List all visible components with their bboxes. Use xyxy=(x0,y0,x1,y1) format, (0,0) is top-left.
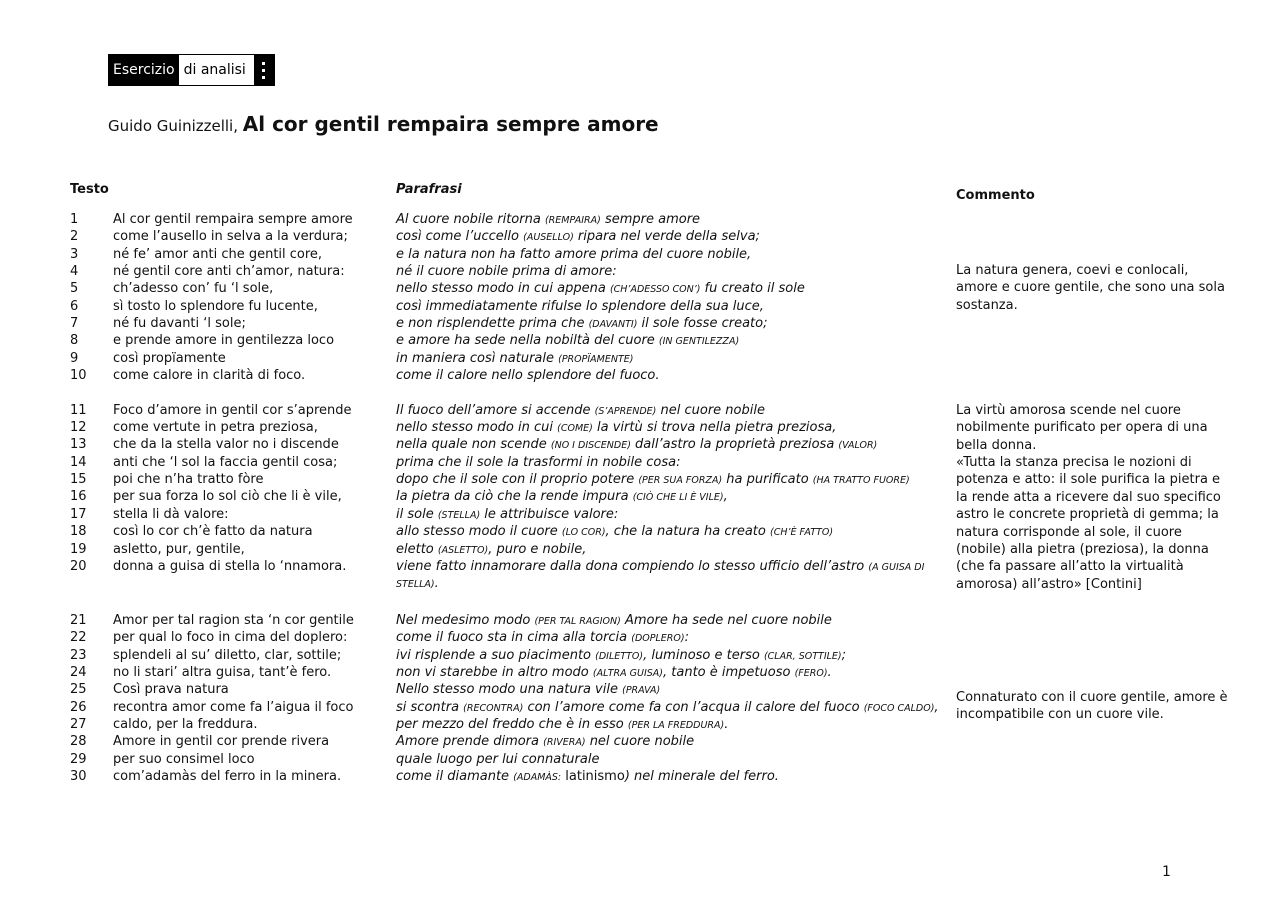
comment-block: «Tutta la stanza precisa le nozioni di potenza e atto: il sole purifica la pietra e la rende atta a ricevere dal suo specifico astro le concrete proprietà di gemma; la natura corrisponde al sole, il cuore (nobile) alla pietra (preziosa), la donna (che fa passare all’atto la virtualità amorosa) all’astro» [Contini] xyxy=(956,455,1221,592)
gloss-term: (DILETTO) xyxy=(595,651,644,662)
verse-number: 18 xyxy=(70,524,87,539)
gloss-term: (REMPAIRA) xyxy=(544,215,601,226)
parafrasi-text: , xyxy=(934,700,939,715)
gloss-term: (STELLA) xyxy=(437,510,481,521)
parafrasi-text: Al cuore nobile ritorna xyxy=(396,212,545,227)
parafrasi-line xyxy=(396,506,618,523)
parafrasi-line xyxy=(396,315,767,332)
gloss-term: (ALTRA GUISA) xyxy=(592,668,664,679)
verse-number: 28 xyxy=(70,734,87,749)
gloss-term: (RECONTRA) xyxy=(463,703,524,714)
parafrasi-text: né il cuore nobile prima di amore: xyxy=(396,264,617,279)
parafrasi-line xyxy=(396,699,939,716)
parafrasi-line xyxy=(396,768,779,785)
parafrasi-text: come il fuoco sta in cima alla torcia xyxy=(396,630,632,645)
page-title xyxy=(108,112,659,136)
verse-line: Amor per tal ragion sta ‘n cor gentile xyxy=(113,613,354,628)
parafrasi-text: Il fuoco dell’amore si accende xyxy=(396,403,595,418)
parafrasi-text: il sole fosse creato; xyxy=(637,316,768,331)
verse-number: 2 xyxy=(70,229,79,244)
parafrasi-text: nella quale non scende xyxy=(396,437,551,452)
verse-line: così lo cor ch’è fatto da natura xyxy=(113,524,313,539)
parafrasi-line xyxy=(396,612,832,629)
verse-number: 14 xyxy=(70,455,87,470)
badge-label-2: di analisi xyxy=(179,55,254,85)
verse-number: 29 xyxy=(70,752,87,767)
parafrasi-text: dopo che il sole con il proprio potere xyxy=(396,472,639,487)
verse-line: come calore in clarità di foco. xyxy=(113,368,306,383)
parafrasi-text: : xyxy=(684,630,689,645)
verse-line: come vertute in petra preziosa, xyxy=(113,420,318,435)
parafrasi-text: ha purificato xyxy=(722,472,813,487)
comment-block: Connaturato con il cuore gentile, amore è incompatibile con un cuore vile. xyxy=(956,690,1228,723)
verse-line: né fu davanti ‘l sole; xyxy=(113,316,246,331)
verse-number: 23 xyxy=(70,648,87,663)
gloss-term: (AUSELLO) xyxy=(523,232,574,243)
parafrasi-text: viene fatto innamorare dalla dona compiendo lo stesso ufficio dell’astro xyxy=(396,559,869,574)
gloss-term: (HA TRATTO FUORE) xyxy=(812,475,910,486)
verse-line: per suo consimel loco xyxy=(113,752,255,767)
parafrasi-text: prima che il sole la trasformi in nobile cosa: xyxy=(396,455,681,470)
parafrasi-line xyxy=(396,664,832,681)
verse-line: Al cor gentil rempaira sempre amore xyxy=(113,212,353,227)
gloss-term: (ASLETTO) xyxy=(437,545,489,556)
parafrasi-text: . xyxy=(434,576,439,591)
parafrasi-line xyxy=(396,280,805,297)
gloss-term: (NO I DISCENDE) xyxy=(550,440,631,451)
parafrasi-text: . xyxy=(827,665,832,680)
parafrasi-text: il sole xyxy=(396,507,438,522)
verse-number: 13 xyxy=(70,437,87,452)
gloss-term: (PER SUA FORZA) xyxy=(638,475,723,486)
verse-number: 17 xyxy=(70,507,87,522)
parafrasi-text: così come l’uccello xyxy=(396,229,524,244)
verse-line: per sua forza lo sol ciò che li è vile, xyxy=(113,489,342,504)
parafrasi-text: per mezzo del freddo che è in esso xyxy=(396,717,628,732)
gloss-term: (VALOR) xyxy=(838,440,878,451)
gloss-term: (ADAMÀS: xyxy=(513,772,562,783)
gloss-term: (RIVERA) xyxy=(543,737,586,748)
verse-line: che da la stella valor no i discende xyxy=(113,437,339,452)
parafrasi-line xyxy=(396,419,836,436)
header-parafrasi: Parafrasi xyxy=(396,182,462,197)
parafrasi-text: le attribuisce valore: xyxy=(480,507,619,522)
parafrasi-text: come il diamante xyxy=(396,769,514,784)
parafrasi-line xyxy=(396,471,910,488)
gloss-term: (DAVANTI) xyxy=(588,319,638,330)
gloss-term: (PER LA FREDDURA) xyxy=(627,720,725,731)
parafrasi-text: Nel medesimo modo xyxy=(396,613,535,628)
verse-line: Foco d’amore in gentil cor s’aprende xyxy=(113,403,352,418)
verse-line: Così prava natura xyxy=(113,682,229,697)
parafrasi-text: così immediatamente rifulse lo splendore della sua luce, xyxy=(396,299,764,314)
gloss-term: (A GUISA DI xyxy=(868,562,925,573)
parafrasi-text: ; xyxy=(841,648,847,663)
verse-number: 1 xyxy=(70,212,79,227)
parafrasi-line xyxy=(396,733,694,750)
parafrasi-text: allo stesso modo il cuore xyxy=(396,524,562,539)
parafrasi-text: e la natura non ha fatto amore prima del cuore nobile, xyxy=(396,247,752,262)
verse-line: no li stari’ altra guisa, tant’è fero. xyxy=(113,665,332,680)
gloss-term: (COME) xyxy=(557,423,593,434)
verse-number: 16 xyxy=(70,489,87,504)
parafrasi-text: nello stesso modo in cui appena xyxy=(396,281,610,296)
verse-number: 20 xyxy=(70,559,87,574)
comment-block: La virtù amorosa scende nel cuore nobilmente purificato per opera di una bella donna. xyxy=(956,403,1208,453)
verse-number: 24 xyxy=(70,665,87,680)
verse-number: 11 xyxy=(70,403,87,418)
parafrasi-line xyxy=(396,367,660,384)
author-name: Guido Guinizzelli, xyxy=(108,117,238,135)
parafrasi-text: non vi starebbe in altro modo xyxy=(396,665,593,680)
verse-line: ch’adesso con’ fu ‘l sole, xyxy=(113,281,274,296)
parafrasi-line xyxy=(396,488,728,505)
parafrasi-text: e amore ha sede nella nobiltà del cuore xyxy=(396,333,659,348)
parafrasi-text: , puro e nobile, xyxy=(488,542,587,557)
gloss-term: (FERO) xyxy=(794,668,828,679)
verse-number: 25 xyxy=(70,682,87,697)
verse-number: 3 xyxy=(70,247,79,262)
verse-line: né gentil core anti ch’amor, natura: xyxy=(113,264,345,279)
parafrasi-text: nel cuore nobile xyxy=(585,734,695,749)
parafrasi-text: quale luogo per lui connaturale xyxy=(396,752,600,767)
verse-number: 4 xyxy=(70,264,79,279)
parafrasi-text: fu creato il sole xyxy=(700,281,805,296)
gloss-term: (S’APRENDE) xyxy=(594,406,657,417)
parafrasi-line xyxy=(396,751,599,768)
verse-line: sì tosto lo splendore fu lucente, xyxy=(113,299,318,314)
parafrasi-line xyxy=(396,332,739,349)
parafrasi-text: in maniera così naturale xyxy=(396,351,559,366)
verse-number: 7 xyxy=(70,316,79,331)
parafrasi-line xyxy=(396,211,700,228)
work-title: Al cor gentil rempaira sempre amore xyxy=(242,112,659,136)
header-testo: Testo xyxy=(70,182,109,197)
verse-line: donna a guisa di stella lo ‘nnamora. xyxy=(113,559,347,574)
parafrasi-line xyxy=(396,228,760,245)
verse-line: né fe’ amor anti che gentil core, xyxy=(113,247,323,262)
parafrasi-text: Nello stesso modo una natura vile xyxy=(396,682,623,697)
verse-number: 22 xyxy=(70,630,87,645)
parafrasi-text: sempre amore xyxy=(600,212,701,227)
verse-number: 15 xyxy=(70,472,87,487)
parafrasi-line xyxy=(396,647,846,664)
verse-number: 10 xyxy=(70,368,87,383)
parafrasi-text: nello stesso modo in cui xyxy=(396,420,558,435)
badge-label-1: Esercizio xyxy=(109,55,179,85)
parafrasi-line xyxy=(396,436,877,453)
parafrasi-line xyxy=(396,681,660,698)
parafrasi-text: , che la natura ha creato xyxy=(605,524,770,539)
parafrasi-text: Amore ha sede nel cuore nobile xyxy=(620,613,832,628)
header-commento: Commento xyxy=(956,188,1035,203)
gloss-term: (CH’ADESSO CON’) xyxy=(609,284,701,295)
verse-line: poi che n’ha tratto fòre xyxy=(113,472,264,487)
comment-block: La natura genera, coevi e conlocali, amore e cuore gentile, che sono una sola sostanza. xyxy=(956,263,1225,313)
verse-number: 12 xyxy=(70,420,87,435)
page-number: 1 xyxy=(1162,864,1171,880)
dots-icon xyxy=(254,55,274,85)
parafrasi-text: dall’astro la proprietà preziosa xyxy=(630,437,839,452)
verse-line: caldo, per la freddura. xyxy=(113,717,258,732)
verse-number: 26 xyxy=(70,700,87,715)
parafrasi-text: e non risplendette prima che xyxy=(396,316,589,331)
parafrasi-text: la pietra da ciò che la rende impura xyxy=(396,489,633,504)
verse-number: 8 xyxy=(70,333,79,348)
gloss-term: (LO COR) xyxy=(561,527,606,538)
verse-number: 21 xyxy=(70,613,87,628)
parafrasi-text: ivi risplende a suo piacimento xyxy=(396,648,596,663)
parafrasi-line xyxy=(396,263,617,280)
parafrasi-text: nel cuore nobile xyxy=(656,403,765,418)
verse-number: 6 xyxy=(70,299,79,314)
parafrasi-text: come il calore nello splendore del fuoco. xyxy=(396,368,660,383)
verse-number: 5 xyxy=(70,281,79,296)
verse-line: splendeli al su’ diletto, clar, sottile; xyxy=(113,648,342,663)
parafrasi-line xyxy=(396,629,689,646)
verse-line: anti che ‘l sol la faccia gentil cosa; xyxy=(113,455,338,470)
parafrasi-line xyxy=(396,716,728,733)
parafrasi-line xyxy=(396,246,751,263)
gloss-term: (IN GENTILEZZA) xyxy=(658,336,740,347)
gloss-term: (CLAR, SOTTILE) xyxy=(763,651,842,662)
verse-line: così propïamente xyxy=(113,351,226,366)
verse-number: 9 xyxy=(70,351,79,366)
verse-number: 27 xyxy=(70,717,87,732)
verse-line: recontra amor come fa l’aigua il foco xyxy=(113,700,354,715)
parafrasi-line xyxy=(396,350,634,367)
gloss-term: (CH’È FATTO) xyxy=(770,527,834,538)
exercise-badge xyxy=(108,54,275,86)
parafrasi-text: ripara nel verde della selva; xyxy=(573,229,760,244)
gloss-term: (PROPÏAMENTE) xyxy=(558,354,634,365)
parafrasi-line xyxy=(396,523,833,540)
gloss-term: (PER TAL RAGION) xyxy=(534,616,621,627)
verse-number: 19 xyxy=(70,542,87,557)
parafrasi-text: eletto xyxy=(396,542,438,557)
gloss-term: (CIÒ CHE LI È VILE) xyxy=(632,492,724,503)
gloss-term: (PRAVA) xyxy=(622,685,661,696)
parafrasi-text: . xyxy=(724,717,729,732)
gloss-term: (DOPLERO) xyxy=(631,633,685,644)
parafrasi-line xyxy=(396,454,681,471)
parafrasi-text: si scontra xyxy=(396,700,464,715)
verse-line: per qual lo foco in cima del doplero: xyxy=(113,630,348,645)
verse-line: come l’ausello in selva a la verdura; xyxy=(113,229,348,244)
parafrasi-line xyxy=(396,541,586,558)
parafrasi-text: con l’amore come fa con l’acqua il calore del fuoco xyxy=(523,700,864,715)
parafrasi-text: Amore prende dimora xyxy=(396,734,544,749)
parafrasi-line xyxy=(396,402,765,419)
parafrasi-text: , tanto è impetuoso xyxy=(663,665,795,680)
parafrasi-line xyxy=(396,558,924,575)
verse-number: 30 xyxy=(70,769,87,784)
gloss-term: (FOCO CALDO) xyxy=(863,703,935,714)
parafrasi-line xyxy=(396,298,764,315)
parafrasi-text: , luminoso e terso xyxy=(643,648,764,663)
verse-line: Amore in gentil cor prende rivera xyxy=(113,734,330,749)
parafrasi-line-continuation xyxy=(396,575,439,592)
parafrasi-text: la virtù si trova nella pietra preziosa, xyxy=(592,420,837,435)
parafrasi-text: , xyxy=(723,489,728,504)
parafrasi-text: latinismo xyxy=(561,769,625,784)
verse-line: e prende amore in gentilezza loco xyxy=(113,333,335,348)
verse-line: com’adamàs del ferro in la minera. xyxy=(113,769,342,784)
parafrasi-text: ) nel minerale del ferro. xyxy=(624,769,779,784)
verse-line: stella li dà valore: xyxy=(113,507,229,522)
gloss-term: STELLA) xyxy=(396,579,435,590)
verse-line: asletto, pur, gentile, xyxy=(113,542,245,557)
